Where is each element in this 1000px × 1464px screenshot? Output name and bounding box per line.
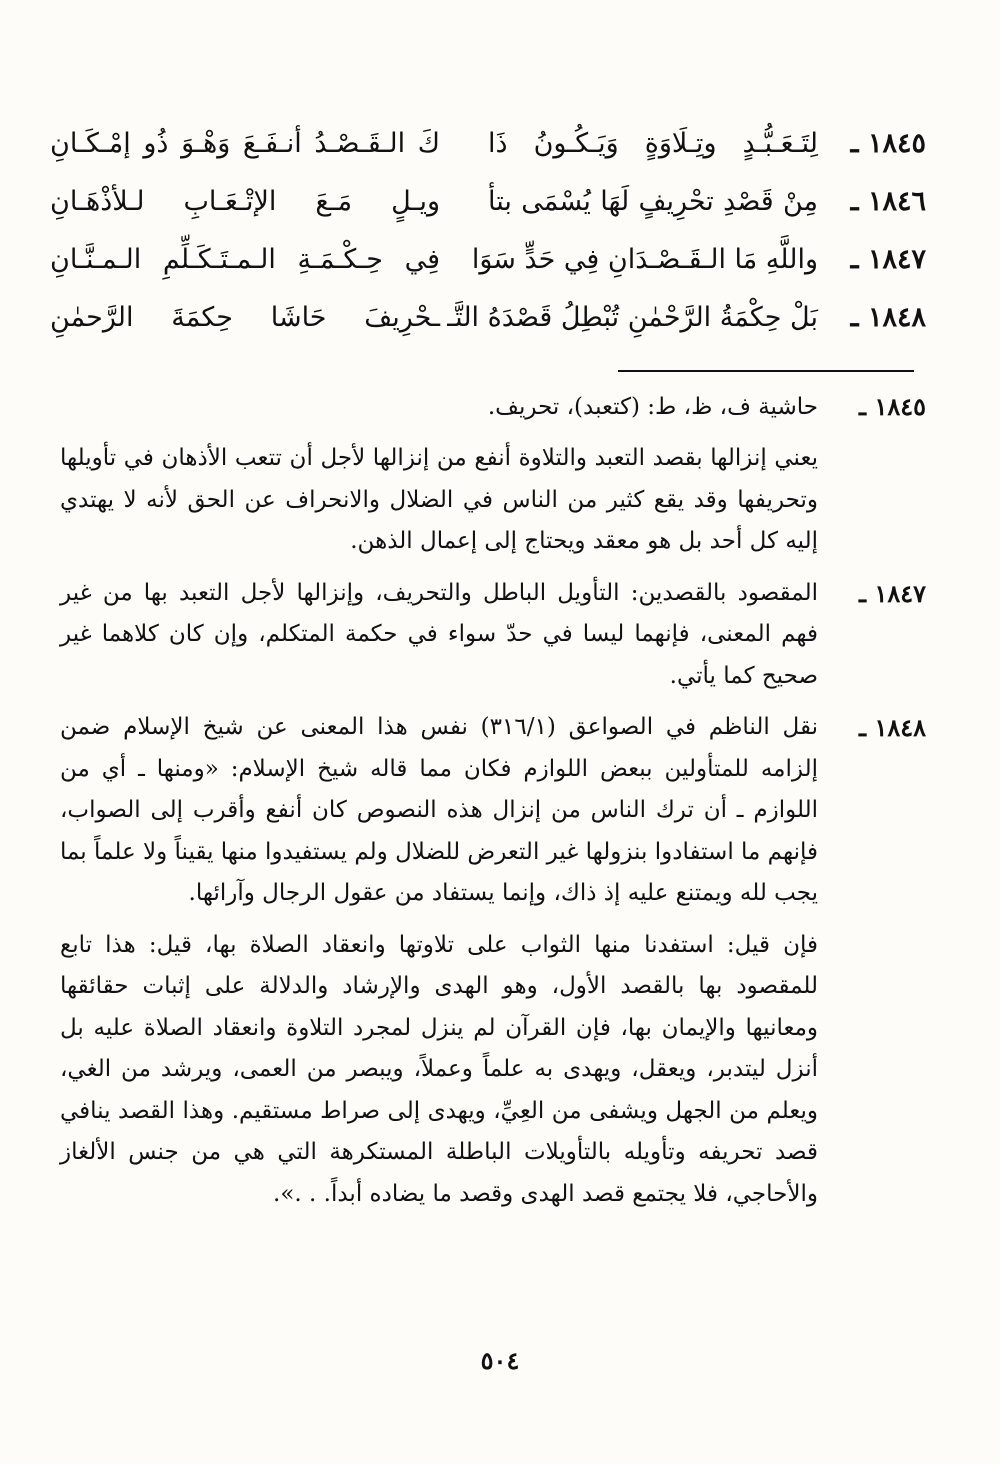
footnote-paragraph: فإن قيل: استفدنا منها الثواب على تلاوتها وانعقاد الصلاة بها، قيل: هذا تابع للمقصود بها بالقصد الأول، وهو الهدى والإرشاد والدلالة على إثبات حقائقها ومعانيها والإيمان بها، فإن القرآن لم ينزل لمجرد التلاوة وانعقاد الصلاة عليه بل أنزل ليتدبر، ويعقل، ويهدى به علماً وعملاً، ويبصر من العمى، ويرشد من الغي، ويعلم من الجهل ويشفى من العِيِّ، ويهدى إلى صراط مستقيم. وهذا القصد ينافي قصد تحريفه وتأويله بالتأويلات الباطلة المستكرهة التي هي من جنس الألغاز والأحاجي، فلا يجتمع قصد الهدى وقصد ما يضاده أبداً. . .». [60,931,818,1207]
poem-verses [50,122,926,354]
verse-first-hemistich: بَلْ حِكْمَةُ الرَّحْمٰنِ تُبْطِلُ قَصْدَهُ التَّـ [447,302,818,333]
verse-line [50,180,926,238]
verse-first-hemistich: مِنْ قَصْدِ تحْرِيفٍ لَهَا يُسْمَى بتأ [488,186,818,217]
footnote [60,573,926,698]
footnote [60,386,926,563]
verse-second-hemistich: كَ الـقَـصْـدُ أنـفَـعَ وَهْـوَ ذُو إمْـكَـانِ [50,128,440,159]
footnote-lead: نقل الناظم في الصواعق (٣١٦/١) نفس هذا المعنى عن شيخ الإسلام ضمن إلزامه للمتأولين ببعض اللوازم فكان مما قاله شيخ الإسلام: «ومنها ـ أي من اللوازم ـ أن ترك الناس من إنزال هذه النصوص كان أنفع وأقرب إلى الصواب، فإنهم ما استفادوا بنزولها غير التعرض للضلال ولم يستفيدوا منها يقيناً ولا علماً بما يجب لله ويمتنع عليه إذ ذاك، وإنما يستفاد من عقول الرجال وآرائها. [60,714,818,906]
footnote-number: ١٨٤٧ ـ [859,578,926,608]
footnote-paragraph: يعني إنزالها بقصد التعبد والتلاوة أنفع من إنزالها لأجل أن تتعب الأذهان في تأويلها وتحريفها وقد يقع كثير من الناس في الضلال والانحراف عن الحق لأنه لا يهتدي إليه كل أحد بل هو معقد ويحتاج إلى إعمال الذهن. [60,445,818,554]
footnote-lead: حاشية ف، ظ، ط: (كتعبد)، تحريف. [487,394,818,420]
footnote-number: ١٨٤٥ ـ [859,392,926,421]
footnote-number: ١٨٤٨ ـ [859,713,926,742]
verse-first-hemistich: واللَّهِ مَا الـقَـصْـدَانِ فِي حَدٍّ سَوَا [471,244,818,275]
verse-first-hemistich: لِتَـعَـبُّـدٍ وتِـلَاوَةٍ وَيَـكُـونُ ذَا [488,128,818,159]
verse-line [50,122,926,180]
verse-number: ١٨٤٧ ـ [850,244,926,275]
verse-number: ١٨٤٦ ـ [850,186,926,217]
verse-number: ١٨٤٨ ـ [850,302,926,333]
verse-second-hemistich: ـحْرِيفَ حَاشَا حِكمَةَ الرَّحمٰنِ [50,302,440,333]
footnote-lead: المقصود بالقصدين: التأويل الباطل والتحريف، وإنزالها لأجل التعبد بها من غير فهم المعنى، فإنهما ليسا في حدّ سواء في حكمة المتكلم، وإن كان كلاهما غير صحيح كما يأتي. [60,579,818,689]
verse-line [50,238,926,296]
verse-second-hemistich: فِي حِـكْـمَـةِ الـمـتَـكَـلِّمِ الـمـنَّـانِ [50,244,440,275]
footnote-separator [618,370,914,372]
verse-number: ١٨٤٥ ـ [850,128,926,159]
footnotes [60,386,926,1225]
footnote [60,707,926,1215]
page-number: ٥٠٤ [480,1346,520,1375]
verse-line [50,296,926,354]
verse-second-hemistich: ويـلٍ مَـعَ الإتْـعَـابِ لـلأذْهَـانِ [50,186,440,217]
